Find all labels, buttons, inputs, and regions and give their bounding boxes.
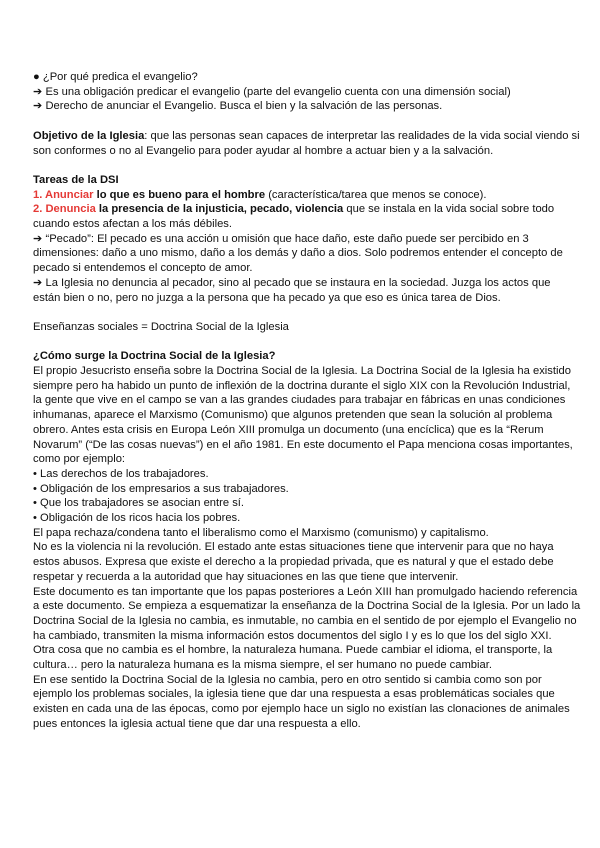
origen-line: Este documento es tan importante que los papas posteriores a León XIII han promulgado haciendo referencia [33, 585, 578, 598]
spacer [33, 305, 578, 320]
tarea-1-bold: lo que es bueno para el hombre [93, 188, 266, 201]
intro-line-2: ➔ Es una obligación predicar el evangelio (parte del evangelio cuenta con una dimensión social) [33, 85, 511, 98]
ensenanzas-line: Enseñanzas sociales = Doctrina Social de la Iglesia [33, 320, 289, 333]
pecado-line-1: ➔ “Pecado”: El pecado es una acción u omisión que hace daño, este daño puede ser percibido en 3 [33, 232, 529, 245]
tarea-2-number: 2. Denuncia [33, 203, 96, 216]
bullet-item: • Obligación de los empresarios a sus trabajadores. [33, 482, 289, 495]
objetivo-label: Objetivo de la Iglesia [33, 129, 145, 142]
origen-line: pues entonces la iglesia actual tiene que dar una respuesta a ello. [33, 717, 361, 730]
origen-line: inhumanas, aparece el Marxismo (Comunismo) que algunos pretenden que sean la solución al problema [33, 409, 553, 422]
origen-line: Otra cosa que no cambia es el hombre, la naturaleza humana. Puede cambiar el idioma, el transporte, la [33, 644, 553, 657]
tarea-2 [33, 202, 578, 217]
spacer [33, 158, 578, 173]
origen-line: cultura… pero la naturaleza humana es la misma siempre, el ser humano no puede cambiar. [33, 659, 492, 672]
denuncia-line-2: están bien o no, pero no juzga a la persona que ha pecado ya que eso es única tarea de Dios. [33, 291, 501, 304]
origen-line: ejemplo los problemas sociales, la iglesia tiene que dar una respuesta a esas problemáticas sociales que [33, 688, 555, 701]
origen-line: siempre pero ha habido un punto de inflexión de la doctrina durante el siglo XIX con la Revolución Industrial, [33, 379, 571, 392]
spacer [33, 335, 578, 350]
origen-line: la gente que vive en el campo se van a las grandes ciudades para trabajar en fábricas en unas condiciones [33, 394, 566, 407]
origen-line: obrero. Antes esta crisis en Europa León XIII promulga un documento (una encíclica) que es la “Rerum [33, 423, 544, 436]
origen-line: Doctrina Social de la Iglesia no cambia, es inmutable, no cambia en el sentido de por ejemplo el Evangelio no [33, 614, 577, 627]
bullet-item: • Las derechos de los trabajadores. [33, 467, 209, 480]
origen-line: a este documento. Se empieza a esquematizar la enseñanza de la Doctrina Social de la Iglesia. Por un lado la [33, 600, 581, 613]
origen-line: ha cambiado, transmiten la misma información estos documentos del siglo I y es lo que los del siglo XXI. [33, 629, 552, 642]
origen-line: como por ejemplo: [33, 453, 126, 466]
origen-line: existen en cada una de las épocas, como por ejemplo hace un siglo no existían las clonaciones de animales [33, 703, 570, 716]
bullet-item: • Que los trabajadores se asocian entre sí. [33, 497, 245, 510]
bullet-item: • Obligación de los ricos hacia los pobres. [33, 512, 241, 525]
tarea-2-bold: la presencia de la injusticia, pecado, violencia [95, 203, 344, 216]
intro-line-3: ➔ Derecho de anunciar el Evangelio. Busca el bien y la salvación de las personas. [33, 100, 443, 113]
objetivo-text: : que las personas sean capaces de interpretar las realidades de la vida social viendo si [144, 129, 580, 142]
origen-line: El papa rechaza/condena tanto el liberalismo como el Marxismo (comunismo) y capitalismo. [33, 526, 489, 539]
origen-line: estos abusos. Expresa que existe el derecho a la propiedad privada, que es natural y que el estado debe [33, 556, 554, 569]
origen-line: respetar y recuerda a la autoridad que hay situaciones en las que tiene que intervenir. [33, 570, 459, 583]
tarea-2-line-2: cuando estos afectan a los más débiles. [33, 218, 233, 230]
intro-line-1: ● ¿Por qué predica el evangelio? [33, 71, 198, 83]
origen-line: El propio Jesucristo enseña sobre la Doctrina Social de la Iglesia. La Doctrina Social de la Iglesia ha existido [33, 365, 571, 377]
tareas-heading: Tareas de la DSI [33, 173, 119, 186]
spacer [33, 114, 578, 129]
pecado-line-2: dimensiones: daño a uno mismo, daño a los demás y daño a dios. Solo podremos entender el concepto de [33, 247, 563, 260]
denuncia-line-1: ➔ La Iglesia no denuncia al pecador, sino al pecado que se instaura en la sociedad. Juzga los actos que [33, 276, 551, 289]
tarea-1 [33, 188, 578, 203]
origen-line: Novarum” (“De las cosas nuevas”) en el año 1981. En este documento el Papa menciona cosas importantes, [33, 438, 573, 451]
origen-line: En ese sentido la Doctrina Social de la Iglesia no cambia, pero en otro sentido si cambia como son por [33, 673, 542, 686]
tarea-2-rest: que se instala en la vida social sobre todo [343, 203, 555, 216]
objetivo-line-2: son conformes o no al Evangelio para poder ayudar al hombre a actuar bien y a la salvación. [33, 144, 494, 157]
origen-body [33, 364, 581, 732]
objetivo-line-1 [33, 129, 578, 144]
origen-line: No es la violencia ni la revolución. El estado ante estas situaciones tiene que intervenir para que no haya [33, 541, 554, 554]
document-page [33, 70, 581, 732]
tarea-1-rest: (característica/tarea que menos se conoce). [265, 188, 487, 201]
tarea-1-number: 1. Anunciar [33, 188, 94, 201]
origen-heading: ¿Cómo surge la Doctrina Social de la Iglesia? [33, 350, 276, 363]
pecado-line-3: pecado si entendemos el concepto de amor. [33, 262, 253, 275]
